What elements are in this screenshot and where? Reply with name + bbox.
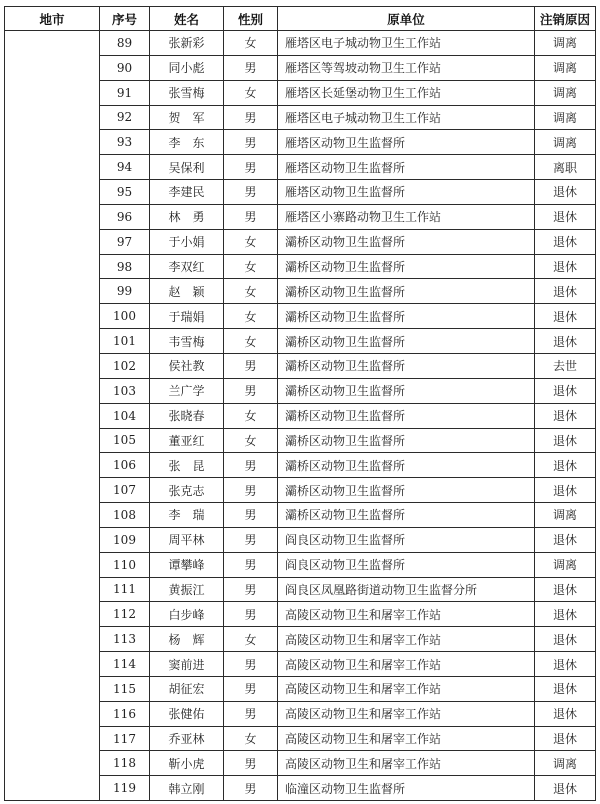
cell-sex: 男 [224, 155, 278, 180]
cell-number: 99 [100, 279, 150, 304]
cell-sex: 男 [224, 204, 278, 229]
cell-cancellation-reason: 退休 [535, 453, 596, 478]
cell-sex: 男 [224, 105, 278, 130]
cell-sex: 男 [224, 353, 278, 378]
cell-original-unit: 灞桥区动物卫生监督所 [278, 378, 535, 403]
cell-name: 林 勇 [150, 204, 224, 229]
cell-cancellation-reason: 退休 [535, 378, 596, 403]
cell-number: 119 [100, 776, 150, 801]
cell-original-unit: 灞桥区动物卫生监督所 [278, 254, 535, 279]
cell-number: 112 [100, 602, 150, 627]
cell-number: 98 [100, 254, 150, 279]
cell-number: 114 [100, 652, 150, 677]
cell-name: 李建民 [150, 180, 224, 205]
cell-number: 113 [100, 627, 150, 652]
cell-sex: 男 [224, 602, 278, 627]
cell-sex: 女 [224, 329, 278, 354]
cell-name: 董亚红 [150, 428, 224, 453]
cell-cancellation-reason: 调离 [535, 503, 596, 528]
cell-number: 117 [100, 726, 150, 751]
cell-sex: 男 [224, 180, 278, 205]
cell-cancellation-reason: 退休 [535, 652, 596, 677]
cell-original-unit: 高陵区动物卫生和屠宰工作站 [278, 726, 535, 751]
cell-original-unit: 灞桥区动物卫生监督所 [278, 329, 535, 354]
cell-original-unit: 灞桥区动物卫生监督所 [278, 453, 535, 478]
cell-sex: 男 [224, 676, 278, 701]
cell-name: 韩立刚 [150, 776, 224, 801]
cell-sex: 男 [224, 552, 278, 577]
cell-sex: 女 [224, 403, 278, 428]
cell-cancellation-reason: 退休 [535, 204, 596, 229]
cell-original-unit: 临潼区动物卫生监督所 [278, 776, 535, 801]
cell-cancellation-reason: 退休 [535, 726, 596, 751]
cell-sex: 女 [224, 627, 278, 652]
cell-sex: 女 [224, 428, 278, 453]
cell-name: 同小彪 [150, 55, 224, 80]
cell-number: 111 [100, 577, 150, 602]
cell-sex: 女 [224, 254, 278, 279]
cell-cancellation-reason: 退休 [535, 329, 596, 354]
cell-number: 90 [100, 55, 150, 80]
cell-cancellation-reason: 退休 [535, 279, 596, 304]
header-number: 序号 [100, 7, 150, 31]
cell-name: 乔亚林 [150, 726, 224, 751]
header-cancellation-reason: 注销原因 [535, 7, 596, 31]
cell-number: 110 [100, 552, 150, 577]
cell-number: 118 [100, 751, 150, 776]
cell-name: 兰广学 [150, 378, 224, 403]
cell-sex: 男 [224, 378, 278, 403]
cell-number: 103 [100, 378, 150, 403]
cell-sex: 男 [224, 776, 278, 801]
cell-name: 赵 颖 [150, 279, 224, 304]
cell-original-unit: 高陵区动物卫生和屠宰工作站 [278, 751, 535, 776]
cell-original-unit: 高陵区动物卫生和屠宰工作站 [278, 701, 535, 726]
cell-cancellation-reason: 调离 [535, 751, 596, 776]
cell-cancellation-reason: 调离 [535, 130, 596, 155]
cell-number: 109 [100, 527, 150, 552]
cell-sex: 男 [224, 55, 278, 80]
cell-original-unit: 高陵区动物卫生和屠宰工作站 [278, 627, 535, 652]
cell-cancellation-reason: 退休 [535, 304, 596, 329]
cell-number: 95 [100, 180, 150, 205]
cell-number: 101 [100, 329, 150, 354]
cell-number: 116 [100, 701, 150, 726]
cell-original-unit: 阎良区动物卫生监督所 [278, 527, 535, 552]
cell-sex: 男 [224, 701, 278, 726]
cell-name: 张克志 [150, 478, 224, 503]
cell-name: 张新彩 [150, 31, 224, 56]
cell-sex: 男 [224, 453, 278, 478]
cell-original-unit: 雁塔区小寨路动物卫生工作站 [278, 204, 535, 229]
cell-name: 胡征宏 [150, 676, 224, 701]
cell-sex: 男 [224, 751, 278, 776]
cell-cancellation-reason: 退休 [535, 602, 596, 627]
cell-sex: 女 [224, 229, 278, 254]
cell-name: 张晓春 [150, 403, 224, 428]
cell-name: 吴保利 [150, 155, 224, 180]
cell-number: 94 [100, 155, 150, 180]
cell-name: 张 昆 [150, 453, 224, 478]
cell-name: 李 瑞 [150, 503, 224, 528]
cell-original-unit: 雁塔区电子城动物卫生工作站 [278, 31, 535, 56]
cell-name: 窦前进 [150, 652, 224, 677]
cell-region [5, 31, 100, 801]
cell-original-unit: 高陵区动物卫生和屠宰工作站 [278, 676, 535, 701]
cell-name: 贺 军 [150, 105, 224, 130]
cell-name: 杨 辉 [150, 627, 224, 652]
cell-cancellation-reason: 调离 [535, 80, 596, 105]
cell-original-unit: 灞桥区动物卫生监督所 [278, 478, 535, 503]
cell-original-unit: 雁塔区动物卫生监督所 [278, 180, 535, 205]
cell-cancellation-reason: 退休 [535, 180, 596, 205]
table-row [5, 31, 596, 56]
cell-original-unit: 雁塔区电子城动物卫生工作站 [278, 105, 535, 130]
cell-cancellation-reason: 退休 [535, 428, 596, 453]
cell-name: 靳小虎 [150, 751, 224, 776]
cell-original-unit: 灞桥区动物卫生监督所 [278, 353, 535, 378]
cell-sex: 女 [224, 31, 278, 56]
cell-number: 106 [100, 453, 150, 478]
cell-name: 周平林 [150, 527, 224, 552]
cell-original-unit: 高陵区动物卫生和屠宰工作站 [278, 652, 535, 677]
cell-original-unit: 灞桥区动物卫生监督所 [278, 304, 535, 329]
cell-original-unit: 灞桥区动物卫生监督所 [278, 428, 535, 453]
cell-cancellation-reason: 调离 [535, 105, 596, 130]
header-region: 地市 [5, 7, 100, 31]
cell-original-unit: 灞桥区动物卫生监督所 [278, 229, 535, 254]
cell-number: 100 [100, 304, 150, 329]
cell-sex: 男 [224, 478, 278, 503]
cell-sex: 男 [224, 577, 278, 602]
cell-cancellation-reason: 退休 [535, 701, 596, 726]
cell-name: 于小娟 [150, 229, 224, 254]
cell-name: 谭攀峰 [150, 552, 224, 577]
cell-number: 91 [100, 80, 150, 105]
cell-sex: 男 [224, 130, 278, 155]
cell-cancellation-reason: 退休 [535, 478, 596, 503]
cell-number: 92 [100, 105, 150, 130]
cell-original-unit: 雁塔区等驾坡动物卫生工作站 [278, 55, 535, 80]
cancellation-roster-table [4, 6, 596, 801]
cell-cancellation-reason: 退休 [535, 527, 596, 552]
cell-name: 黄振江 [150, 577, 224, 602]
cell-cancellation-reason: 退休 [535, 254, 596, 279]
table-header [5, 7, 596, 31]
cell-name: 李双红 [150, 254, 224, 279]
cell-original-unit: 灞桥区动物卫生监督所 [278, 503, 535, 528]
cell-sex: 男 [224, 527, 278, 552]
cell-number: 115 [100, 676, 150, 701]
header-name: 姓名 [150, 7, 224, 31]
cell-cancellation-reason: 离职 [535, 155, 596, 180]
cell-cancellation-reason: 调离 [535, 55, 596, 80]
cell-cancellation-reason: 退休 [535, 403, 596, 428]
cell-name: 白步峰 [150, 602, 224, 627]
cell-name: 韦雪梅 [150, 329, 224, 354]
cell-number: 105 [100, 428, 150, 453]
cell-sex: 女 [224, 80, 278, 105]
cell-number: 108 [100, 503, 150, 528]
cell-name: 张雪梅 [150, 80, 224, 105]
cell-cancellation-reason: 调离 [535, 552, 596, 577]
cell-cancellation-reason: 退休 [535, 676, 596, 701]
cell-cancellation-reason: 退休 [535, 776, 596, 801]
cell-sex: 男 [224, 652, 278, 677]
cell-original-unit: 阎良区动物卫生监督所 [278, 552, 535, 577]
table-body [5, 31, 596, 801]
header-original-unit: 原单位 [278, 7, 535, 31]
cell-cancellation-reason: 退休 [535, 627, 596, 652]
cell-sex: 女 [224, 726, 278, 751]
cell-original-unit: 阎良区凤凰路街道动物卫生监督分所 [278, 577, 535, 602]
cell-original-unit: 雁塔区长延堡动物卫生工作站 [278, 80, 535, 105]
cell-sex: 女 [224, 279, 278, 304]
header-sex: 性别 [224, 7, 278, 31]
header-row [5, 7, 596, 31]
cell-original-unit: 雁塔区动物卫生监督所 [278, 155, 535, 180]
cell-cancellation-reason: 退休 [535, 229, 596, 254]
cell-sex: 女 [224, 304, 278, 329]
cell-cancellation-reason: 退休 [535, 577, 596, 602]
cell-cancellation-reason: 去世 [535, 353, 596, 378]
cell-original-unit: 灞桥区动物卫生监督所 [278, 403, 535, 428]
cell-name: 侯社教 [150, 353, 224, 378]
cell-number: 89 [100, 31, 150, 56]
cell-name: 于瑞娟 [150, 304, 224, 329]
cell-original-unit: 雁塔区动物卫生监督所 [278, 130, 535, 155]
cell-name: 李 东 [150, 130, 224, 155]
cell-number: 93 [100, 130, 150, 155]
cell-cancellation-reason: 调离 [535, 31, 596, 56]
cell-number: 102 [100, 353, 150, 378]
cell-original-unit: 灞桥区动物卫生监督所 [278, 279, 535, 304]
cell-number: 96 [100, 204, 150, 229]
cell-sex: 男 [224, 503, 278, 528]
cell-number: 107 [100, 478, 150, 503]
cell-name: 张健佑 [150, 701, 224, 726]
cell-number: 97 [100, 229, 150, 254]
cell-number: 104 [100, 403, 150, 428]
cell-original-unit: 高陵区动物卫生和屠宰工作站 [278, 602, 535, 627]
